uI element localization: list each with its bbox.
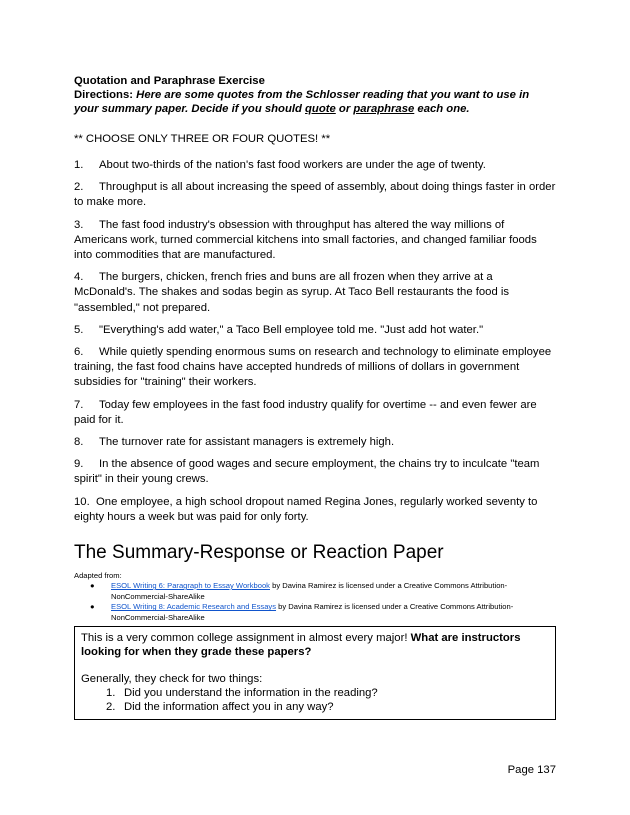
quote-text: "Everything's add water," a Taco Bell employee told me. "Just add hot water." bbox=[99, 323, 484, 336]
quote-text: One employee, a high school dropout named Regina Jones, regularly worked seventy to eighty hours a week but was paid for only forty. bbox=[74, 495, 538, 523]
quote-number: 5. bbox=[74, 323, 84, 336]
credits-list bbox=[74, 581, 556, 623]
quote-list bbox=[74, 158, 556, 525]
directions-label: Directions: bbox=[74, 89, 134, 101]
adapted-from-label: Adapted from: bbox=[74, 571, 122, 581]
quote-text: The turnover rate for assistant managers is extremely high. bbox=[99, 436, 395, 449]
exercise-title: Quotation and Paraphrase Exercise bbox=[74, 75, 265, 87]
quote-number: 1. bbox=[74, 159, 84, 171]
quote-number: 8. bbox=[74, 436, 84, 449]
page-content bbox=[74, 74, 556, 720]
quote-text: In the absence of good wages and secure employment, the chains try to inculcate "team spirit" in their young crews. bbox=[74, 458, 540, 486]
quote-item bbox=[74, 180, 556, 210]
quote-number: 10. bbox=[74, 495, 90, 508]
quote-item bbox=[74, 158, 556, 173]
quote-text: While quietly spending enormous sums on research and technology to eliminate employee training, the fast food chains have accepted hundreds of millions of dollars in government subsidies for "training" their workers. bbox=[74, 346, 552, 389]
quote-number: 4. bbox=[74, 271, 84, 284]
quote-item bbox=[74, 345, 556, 391]
quote-item bbox=[74, 457, 556, 487]
box-list-item bbox=[81, 700, 549, 714]
credit-link[interactable]: ESOL Writing 6: Paragraph to Essay Workbook bbox=[111, 581, 270, 591]
quote-item bbox=[74, 398, 556, 428]
quote-text: Throughput is all about increasing the speed of assembly, about doing things faster in order to make more. bbox=[74, 181, 556, 209]
credit-item bbox=[74, 602, 556, 623]
directions-paraphrase-word: paraphrase bbox=[353, 103, 415, 115]
choose-note: ** CHOOSE ONLY THREE OR FOUR QUOTES! ** bbox=[74, 133, 331, 145]
quote-text: Today few employees in the fast food industry qualify for overtime -- and even fewer are paid for it. bbox=[74, 398, 537, 426]
directions-quote-word: quote bbox=[305, 103, 336, 115]
quote-item bbox=[74, 218, 556, 264]
quote-item bbox=[74, 495, 556, 525]
credit-link[interactable]: ESOL Writing 8: Academic Research and Essays bbox=[111, 602, 277, 612]
page-number: Page 137 bbox=[507, 764, 556, 776]
box-item-number: 1. bbox=[106, 687, 116, 700]
directions bbox=[74, 88, 556, 116]
quote-number: 7. bbox=[74, 398, 84, 411]
quote-item bbox=[74, 270, 556, 316]
credit-text: by Davina Ramirez is licensed under a Creative Commons Attribution-NonCommercial-ShareAlike bbox=[111, 602, 514, 622]
box-item-text: Did you understand the information in the reading? bbox=[124, 687, 378, 700]
quote-item bbox=[74, 435, 556, 450]
quote-text: The burgers, chicken, french fries and buns are all frozen when they arrive at a McDonald's. The shakes and sodas begin as syrup. At Taco Bell restaurants the food is "assembled," not prepared. bbox=[74, 271, 510, 314]
directions-text-a: Here are some quotes from the Schlosser reading that you want to use in your summary paper. Decide if you should bbox=[74, 89, 530, 115]
box-list-item bbox=[81, 686, 549, 700]
credit-item bbox=[74, 581, 556, 602]
box-question: What are instructors looking for when they grade these papers? bbox=[81, 632, 521, 659]
quote-number: 3. bbox=[74, 218, 84, 231]
info-box bbox=[74, 626, 556, 720]
quote-text: The fast food industry's obsession with throughput has altered the way millions of Americans work, turned commercial kitchens into small factories, and changed familiar foods into commodities that are manufactured. bbox=[74, 218, 537, 262]
box-item-text: Did the information affect you in any way? bbox=[124, 701, 334, 714]
credit-text: by Davina Ramirez is licensed under a Creative Commons Attribution-NonCommercial-ShareAlike bbox=[111, 581, 508, 601]
box-item-number: 2. bbox=[106, 701, 116, 714]
quote-text: About two-thirds of the nation's fast food workers are under the age of twenty. bbox=[99, 159, 486, 171]
directions-or: or bbox=[335, 103, 354, 115]
quote-number: 2. bbox=[74, 181, 84, 194]
section-heading: The Summary-Response or Reaction Paper bbox=[74, 542, 444, 564]
directions-text-b: each one. bbox=[414, 103, 470, 115]
quote-number: 9. bbox=[74, 458, 84, 471]
quote-item bbox=[74, 323, 556, 338]
quote-number: 6. bbox=[74, 346, 84, 359]
box-check-line: Generally, they check for two things: bbox=[81, 673, 263, 686]
bullet-icon: ● bbox=[90, 581, 95, 591]
bullet-icon: ● bbox=[90, 602, 95, 612]
box-intro: This is a very common college assignment in almost every major! bbox=[81, 632, 411, 645]
box-intro-line bbox=[81, 631, 549, 659]
